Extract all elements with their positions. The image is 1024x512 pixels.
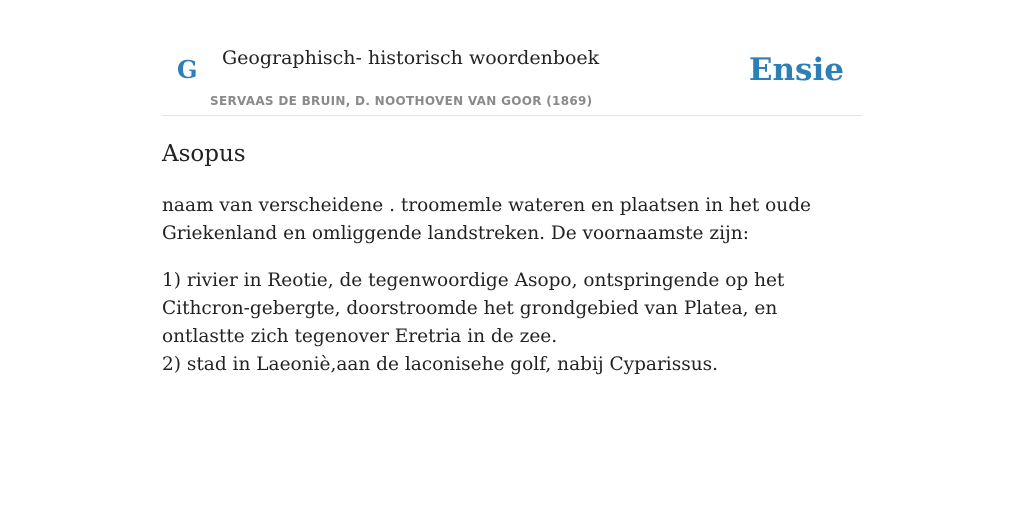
- entry-item-2: 2) stad in Laeoniè,aan de laconisehe golf, nabij Cyparissus.: [162, 354, 718, 375]
- book-header: [162, 0, 862, 116]
- entry-items: [162, 267, 862, 379]
- entry-item-1: 1) rivier in Reotie, de tegenwoordige Asopo, ontspringende op het Cithcron-gebergte, doorstroomde het grondgebied van Platea, en ontlastte zich tegenover Eretria in de zee.: [162, 270, 785, 347]
- ensie-logo-link[interactable]: Ensie: [748, 52, 844, 88]
- book-authors: SERVAAS DE BRUIN, D. NOOTHOVEN VAN GOOR (1869): [210, 94, 593, 108]
- book-title-link[interactable]: Geographisch- historisch woordenboek: [222, 47, 600, 69]
- entry-body: [162, 192, 862, 379]
- page-container: [162, 0, 862, 375]
- entry-title: Asopus: [162, 141, 246, 167]
- entry-intro: naam van verscheidene . troomemle wateren en plaatsen in het oude Griekenland en omliggende landstreken. De voornaamste zijn:: [162, 195, 811, 244]
- book-letter-icon[interactable]: G: [177, 55, 198, 84]
